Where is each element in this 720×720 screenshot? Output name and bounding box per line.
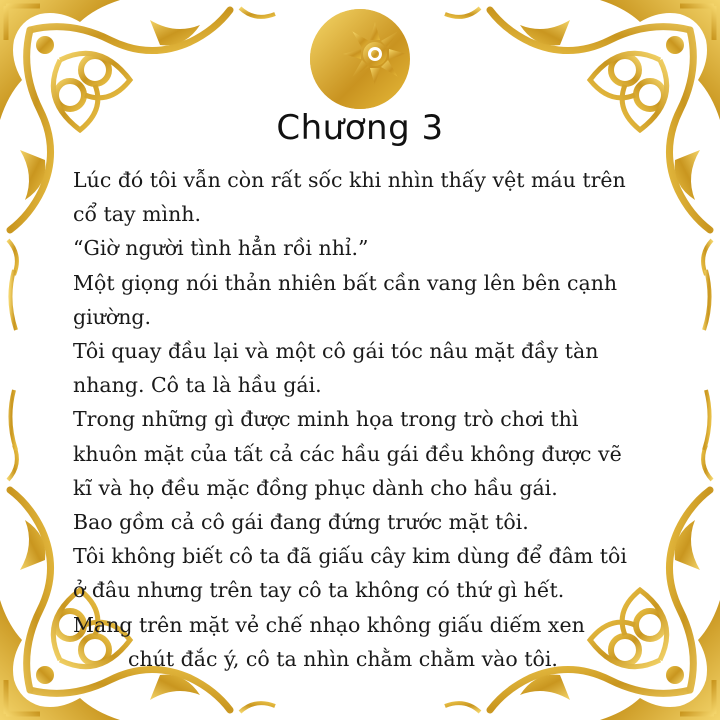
body-line: Mang trên mặt vẻ chế nhạo không giấu diếm xen (73, 612, 585, 637)
body-line: nhang. Cô ta là hầu gái. (73, 373, 322, 398)
body-line: giường. (73, 304, 152, 329)
chapter-body (73, 163, 683, 676)
crescent-sun-emblem-icon (305, 4, 415, 114)
chapter-title: Chương 3 (276, 108, 444, 148)
body-line: chút đắc ý, cô ta nhìn chằm chằm vào tôi. (128, 646, 558, 671)
body-line: ở đâu nhưng trên tay cô ta không có thứ gì hết. (73, 578, 565, 603)
body-line: cổ tay mình. (73, 202, 202, 227)
body-line: Một giọng nói thản nhiên bất cần vang lên bên cạnh (73, 270, 618, 295)
body-line: Bao gồm cả cô gái đang đứng trước mặt tôi. (73, 510, 529, 535)
body-line: Tôi không biết cô ta đã giấu cây kim dùng để đâm tôi (73, 544, 627, 569)
body-line: Tôi quay đầu lại và một cô gái tóc nâu mặt đầy tàn (73, 339, 599, 364)
body-line: Lúc đó tôi vẫn còn rất sốc khi nhìn thấy vệt máu trên (73, 168, 626, 192)
body-line: “Giờ người tình hẳn rồi nhỉ.” (73, 236, 369, 261)
body-line: khuôn mặt của tất cả các hầu gái đều không được vẽ (73, 441, 622, 466)
body-line: Trong những gì được minh họa trong trò chơi thì (73, 407, 579, 432)
body-line: kĩ và họ đều mặc đồng phục dành cho hầu gái. (73, 475, 558, 500)
